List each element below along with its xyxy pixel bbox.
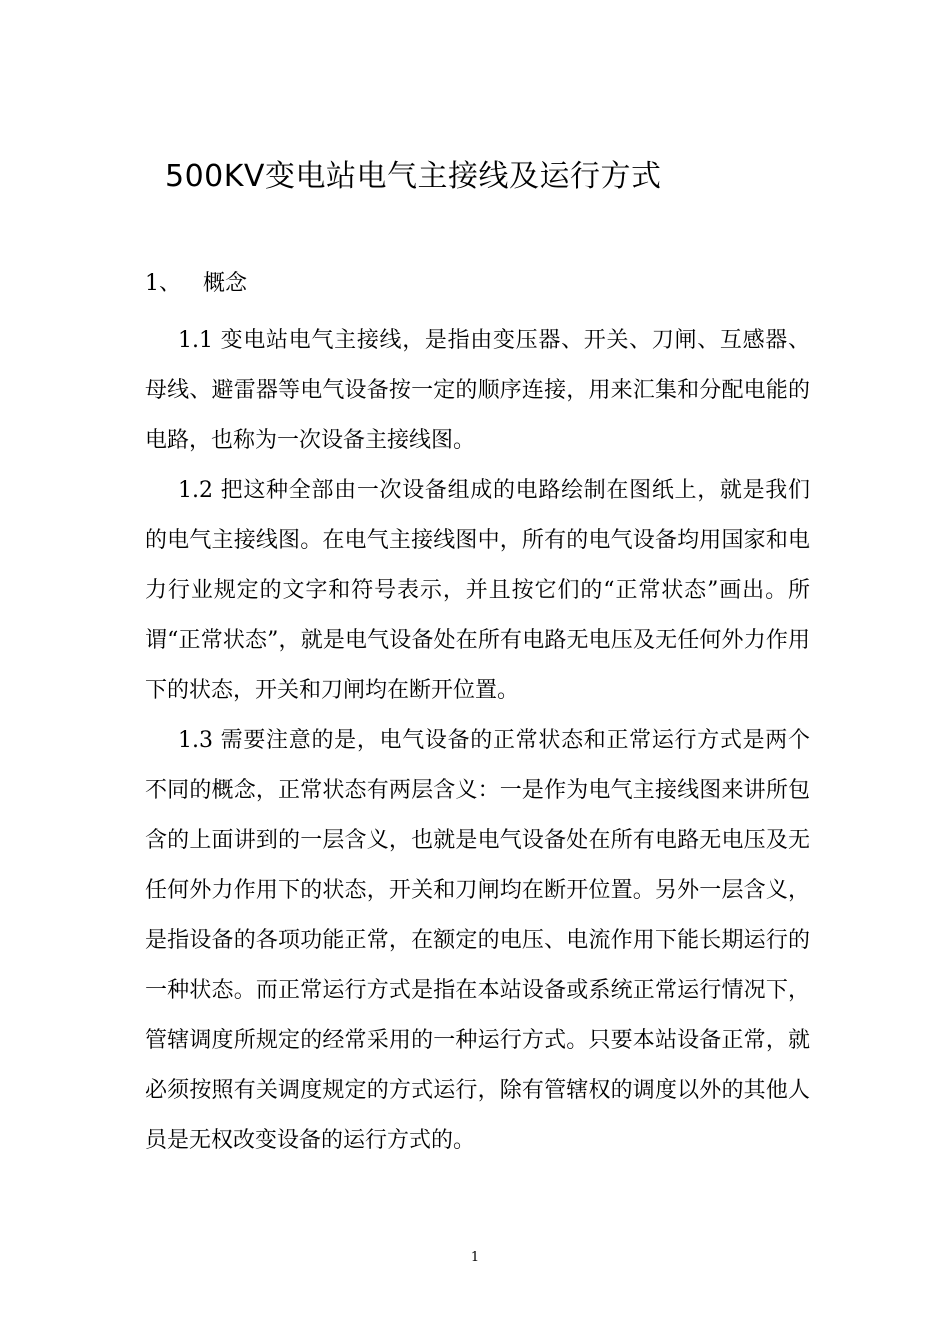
paragraph-1-3: 1.3 需要注意的是，电气设备的正常状态和正常运行方式是两个不同的概念，正常状态有两层含义：一是作为电气主接线图来讲所包含的上面讲到的一层含义，也就是电气设备处在所有电路无电压及无任何外力作用下的状态，开关和刀闸均在断开位置。另外一层含义，是指设备的各项功能正常，在额定的电压、电流作用下能长期运行的一种状态。而正常运行方式是指在本站设备或系统正常运行情况下，管辖调度所规定的经常采用的一种运行方式。只要本站设备正常，就必须按照有关调度规定的方式运行，除有管辖权的调度以外的其他人员是无权改变设备的运行方式的。 [145, 728, 810, 1153]
document-title: 500KV变电站电气主接线及运行方式 [165, 159, 662, 194]
section-number: 1、 [145, 271, 181, 296]
document-body [145, 316, 810, 1166]
section-heading-text: 概念 [203, 271, 248, 296]
paragraph-1-1: 1.1 变电站电气主接线，是指由变压器、开关、刀闸、互感器、母线、避雷器等电气设备按一定的顺序连接，用来汇集和分配电能的电路，也称为一次设备主接线图。 [145, 328, 810, 453]
page-number: 1 [470, 1250, 480, 1265]
section-heading [145, 266, 247, 302]
paragraph-1-2: 1.2 把这种全部由一次设备组成的电路绘制在图纸上，就是我们的电气主接线图。在电气主接线图中，所有的电气设备均用国家和电力行业规定的文字和符号表示，并且按它们的“正常状态”画出。所谓“正常状态”，就是电气设备处在所有电路无电压及无任何外力作用下的状态，开关和刀闸均在断开位置。 [145, 478, 810, 703]
